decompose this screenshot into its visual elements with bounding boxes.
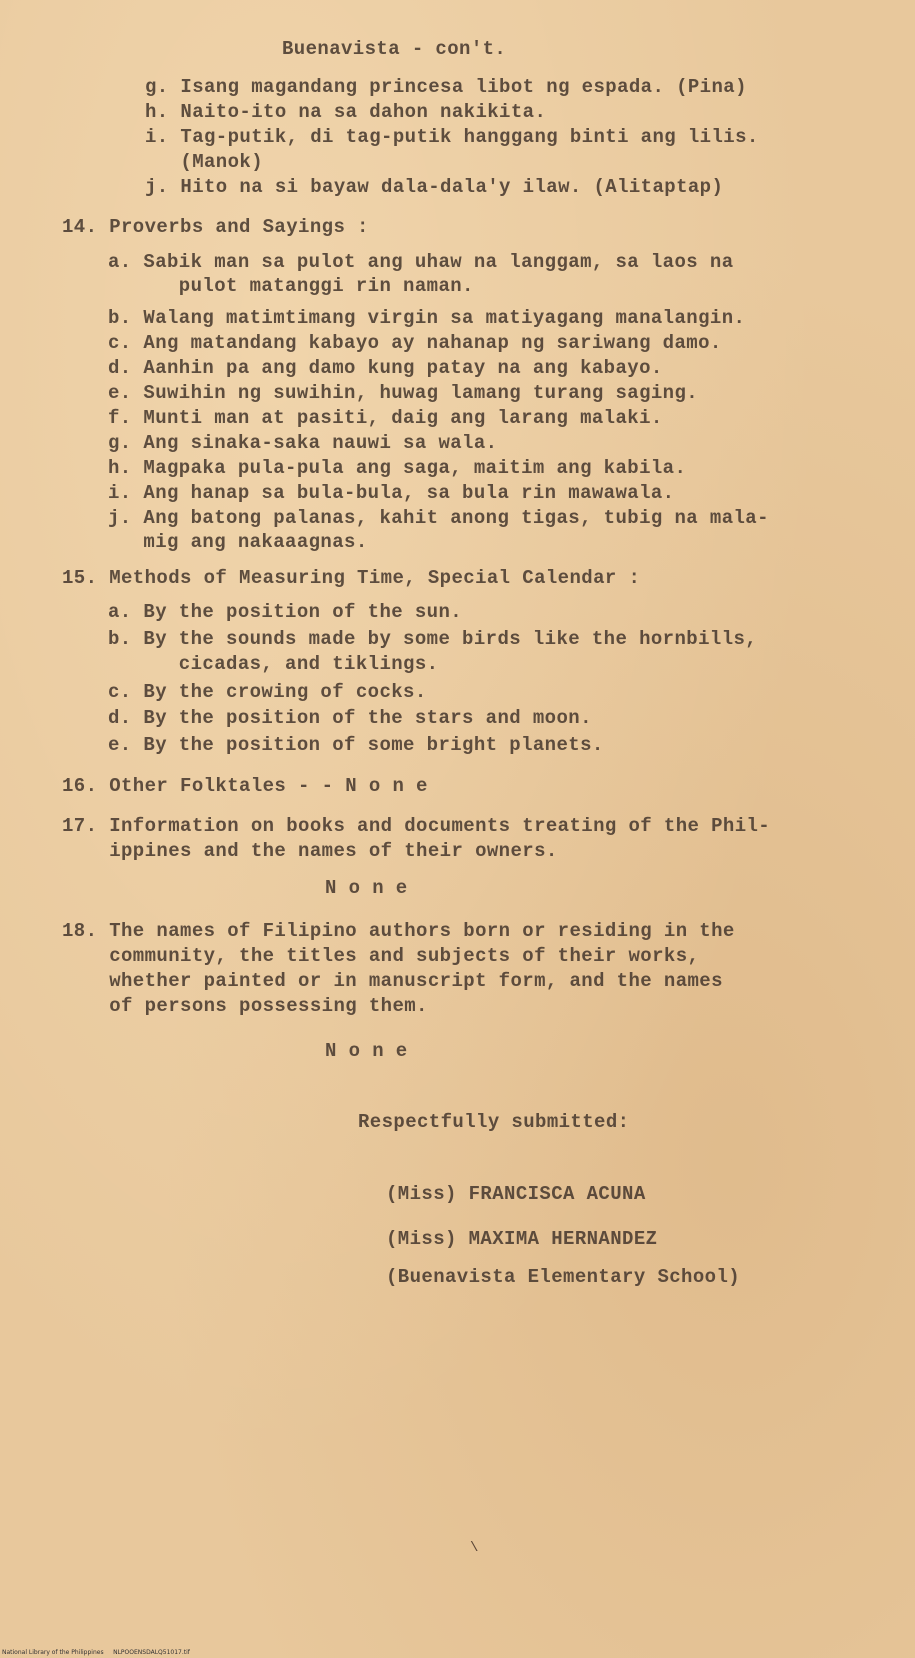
time-method-line: cicadas, and tiklings. xyxy=(108,653,439,675)
proverb-line: a. Sabik man sa pulot ang uhaw na langgam, sa laos na xyxy=(108,251,734,273)
section-15-heading: 15. Methods of Measuring Time, Special Calendar : xyxy=(62,567,641,589)
section-17-none: N o n e xyxy=(325,877,408,899)
signatory-name: (Miss) MAXIMA HERNANDEZ xyxy=(386,1228,658,1250)
time-method-line: a. By the position of the sun. xyxy=(108,601,463,623)
proverb-line: d. Aanhin pa ang damo kung patay na ang kabayo. xyxy=(108,357,663,379)
riddle-line: g. Isang magandang princesa libot ng espada. (Pina) xyxy=(145,76,747,98)
section-16-heading: 16. Other Folktales - - N o n e xyxy=(62,775,428,797)
proverb-line: mig ang nakaaagnas. xyxy=(108,531,368,553)
proverb-line: pulot matanggi rin naman. xyxy=(108,275,474,297)
riddle-line: (Manok) xyxy=(145,151,264,173)
school-name: (Buenavista Elementary School) xyxy=(386,1266,741,1288)
section-18-line: of persons possessing them. xyxy=(62,995,428,1017)
proverb-line: b. Walang matimtimang virgin sa matiyagang manalangin. xyxy=(108,307,746,329)
section-17-line: ippines and the names of their owners. xyxy=(62,840,558,862)
time-method-line: b. By the sounds made by some birds like the hornbills, xyxy=(108,628,758,650)
proverb-line: f. Munti man at pasiti, daig ang larang malaki. xyxy=(108,407,663,429)
archive-footer: National Library of the Philippines NLPOOENSDALQ51017.tif xyxy=(2,1649,190,1656)
section-18-line: 18. The names of Filipino authors born or residing in the xyxy=(62,920,735,942)
time-method-line: e. By the position of some bright planets. xyxy=(108,734,604,756)
closing-line: Respectfully submitted: xyxy=(358,1111,630,1133)
riddle-line: h. Naito-ito na sa dahon nakikita. xyxy=(145,101,547,123)
section-14-heading: 14. Proverbs and Sayings : xyxy=(62,216,369,238)
page-title: Buenavista - con't. xyxy=(282,38,507,60)
section-18-line: whether painted or in manuscript form, and the names xyxy=(62,970,723,992)
proverb-line: i. Ang hanap sa bula-bula, sa bula rin mawawala. xyxy=(108,482,675,504)
proverb-line: j. Ang batong palanas, kahit anong tigas, tubig na mala- xyxy=(108,507,769,529)
section-17-line: 17. Information on books and documents treating of the Phil- xyxy=(62,815,771,837)
time-method-line: d. By the position of the stars and moon. xyxy=(108,707,592,729)
proverb-line: c. Ang matandang kabayo ay nahanap ng sariwang damo. xyxy=(108,332,722,354)
section-18-none: N o n e xyxy=(325,1040,408,1062)
section-18-line: community, the titles and subjects of their works, xyxy=(62,945,700,967)
proverb-line: g. Ang sinaka-saka nauwi sa wala. xyxy=(108,432,498,454)
proverb-line: h. Magpaka pula-pula ang saga, maitim ang kabila. xyxy=(108,457,687,479)
signatory-name: (Miss) FRANCISCA ACUNA xyxy=(386,1183,646,1205)
proverb-line: e. Suwihin ng suwihin, huwag lamang turang saging. xyxy=(108,382,699,404)
riddle-line: i. Tag-putik, di tag-putik hanggang binti ang lilis. xyxy=(145,126,759,148)
riddle-line: j. Hito na si bayaw dala-dala'y ilaw. (Alitaptap) xyxy=(145,176,724,198)
pencil-mark: \ xyxy=(470,1540,479,1556)
time-method-line: c. By the crowing of cocks. xyxy=(108,681,427,703)
